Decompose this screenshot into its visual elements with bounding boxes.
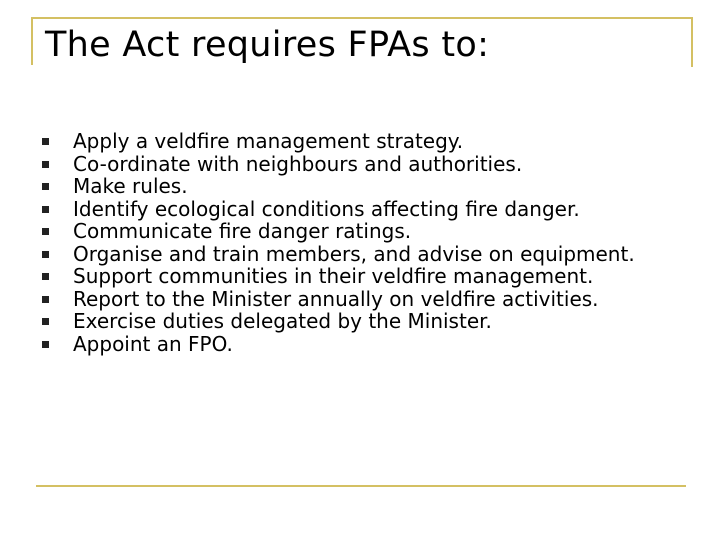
bullet-text: Make rules. bbox=[73, 174, 188, 198]
bullet-text: Identify ecological conditions affecting fire danger. bbox=[73, 196, 580, 221]
square-bullet-icon bbox=[42, 251, 49, 258]
bullet-list bbox=[42, 130, 697, 355]
bullet-item bbox=[42, 130, 697, 153]
bullet-text: Support communities in their veldfire management. bbox=[73, 264, 594, 288]
bullet-item bbox=[42, 333, 697, 356]
square-bullet-icon bbox=[42, 161, 49, 168]
bullet-item bbox=[42, 220, 697, 243]
bullet-text: Co-ordinate with neighbours and authorities. bbox=[73, 151, 523, 176]
bullet-item bbox=[42, 288, 697, 311]
bullet-text: Organise and train members, and advise on equipment. bbox=[73, 241, 635, 266]
square-bullet-icon bbox=[42, 206, 49, 213]
square-bullet-icon bbox=[42, 341, 49, 348]
square-bullet-icon bbox=[42, 138, 49, 145]
bullet-item bbox=[42, 153, 697, 176]
frame-right-line bbox=[691, 17, 693, 67]
slide-title: The Act requires FPAs to: bbox=[45, 25, 490, 65]
square-bullet-icon bbox=[42, 296, 49, 303]
square-bullet-icon bbox=[42, 273, 49, 280]
bullet-text: Exercise duties delegated by the Minister. bbox=[73, 309, 492, 333]
frame-left-line bbox=[31, 17, 33, 65]
bullet-text: Apply a veldfire management strategy. bbox=[73, 129, 464, 153]
bullet-text: Communicate fire danger ratings. bbox=[73, 219, 412, 243]
bullet-item bbox=[42, 175, 697, 198]
frame-bottom-line bbox=[36, 485, 686, 487]
square-bullet-icon bbox=[42, 318, 49, 325]
bullet-text: Report to the Minister annually on veldfire activities. bbox=[73, 286, 599, 311]
bullet-text: Appoint an FPO. bbox=[73, 331, 233, 356]
square-bullet-icon bbox=[42, 228, 49, 235]
bullet-item bbox=[42, 243, 697, 266]
square-bullet-icon bbox=[42, 183, 49, 190]
bullet-item bbox=[42, 198, 697, 221]
bullet-item bbox=[42, 265, 697, 288]
bullet-item bbox=[42, 310, 697, 333]
frame-top-line bbox=[31, 17, 693, 19]
